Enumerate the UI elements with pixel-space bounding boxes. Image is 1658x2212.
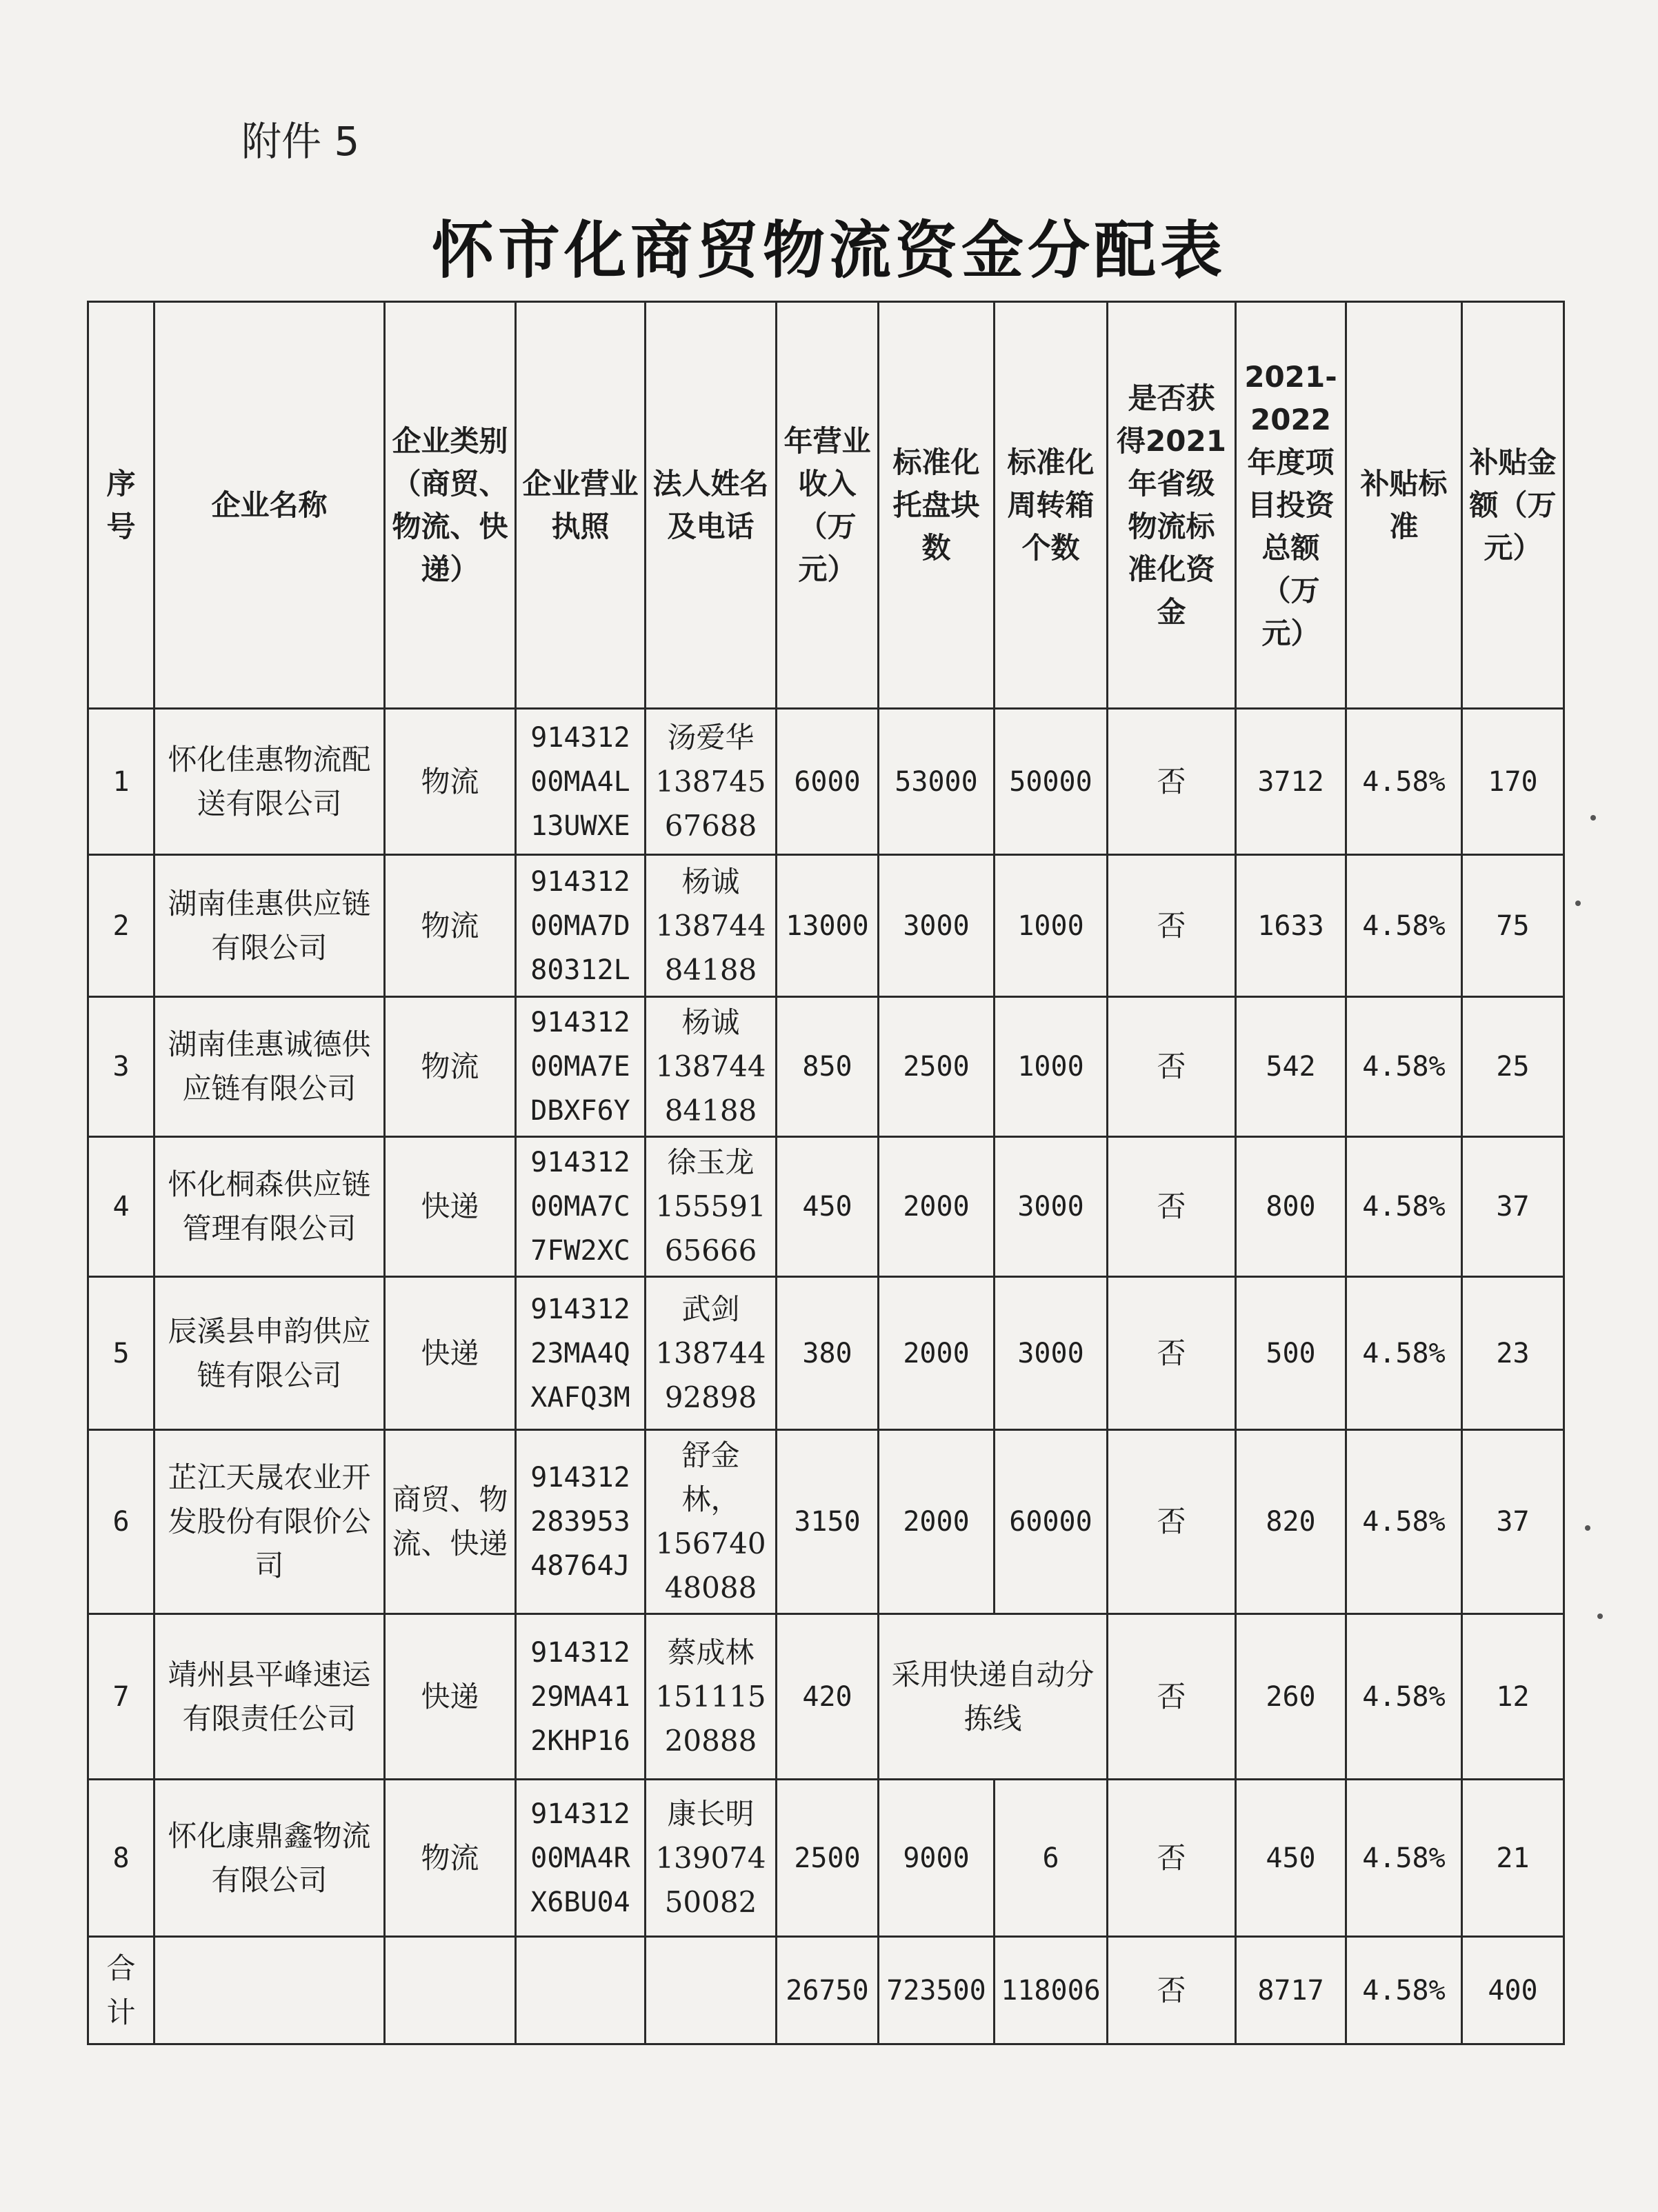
cell-total-amount: 400 xyxy=(1462,1937,1564,2044)
cell-category: 快递 xyxy=(385,1614,516,1780)
cell-name: 芷江天晟农业开发股份有限价公司 xyxy=(154,1430,385,1614)
cell-seq: 7 xyxy=(88,1614,154,1780)
cell-rate: 4.58% xyxy=(1346,1430,1462,1614)
cell-legal: 蔡成林 151115 20888 xyxy=(646,1614,777,1780)
header-license: 企业营业执照 xyxy=(516,302,646,709)
cell-category: 快递 xyxy=(385,1277,516,1430)
cell-total-provincial: 否 xyxy=(1108,1937,1236,2044)
header-investment: 2021-2022年度项目投资总额（万元） xyxy=(1236,302,1346,709)
cell-total-investment: 8717 xyxy=(1236,1937,1346,2044)
cell-provincial: 否 xyxy=(1108,1780,1236,1937)
cell-empty xyxy=(646,1937,777,2044)
cell-name: 怀化佳惠物流配送有限公司 xyxy=(154,709,385,855)
cell-legal: 汤爱华 138745 67688 xyxy=(646,709,777,855)
cell-investment: 820 xyxy=(1236,1430,1346,1614)
attachment-label: 附件 5 xyxy=(241,118,360,165)
scan-speck xyxy=(1585,1525,1590,1531)
cell-revenue: 6000 xyxy=(777,709,879,855)
table-row xyxy=(88,1430,1564,1614)
header-revenue: 年营业收入（万元） xyxy=(777,302,879,709)
cell-seq: 5 xyxy=(88,1277,154,1430)
header-category: 企业类别（商贸、物流、快递） xyxy=(385,302,516,709)
table-row xyxy=(88,1614,1564,1780)
total-row xyxy=(88,1937,1564,2044)
header-pallets: 标准化托盘块数 xyxy=(879,302,995,709)
cell-rate: 4.58% xyxy=(1346,997,1462,1137)
cell-total-revenue: 26750 xyxy=(777,1937,879,2044)
cell-legal: 康长明 139074 50082 xyxy=(646,1780,777,1937)
cell-investment: 1633 xyxy=(1236,855,1346,997)
header-name: 企业名称 xyxy=(154,302,385,709)
table-row xyxy=(88,997,1564,1137)
cell-legal: 杨诚 138744 84188 xyxy=(646,855,777,997)
cell-pallets: 2000 xyxy=(879,1430,995,1614)
cell-category: 物流 xyxy=(385,855,516,997)
cell-amount: 37 xyxy=(1462,1430,1564,1614)
cell-sorting-line-note: 采用快递自动分拣线 xyxy=(879,1614,1108,1780)
cell-rate: 4.58% xyxy=(1346,709,1462,855)
cell-pallets: 9000 xyxy=(879,1780,995,1937)
cell-pallets: 3000 xyxy=(879,855,995,997)
cell-seq: 4 xyxy=(88,1137,154,1277)
cell-category: 物流 xyxy=(385,709,516,855)
cell-license: 914312 00MA7D 80312L xyxy=(516,855,646,997)
cell-boxes: 6 xyxy=(995,1780,1108,1937)
cell-rate: 4.58% xyxy=(1346,1614,1462,1780)
cell-total-boxes: 118006 xyxy=(995,1937,1108,2044)
cell-provincial: 否 xyxy=(1108,1277,1236,1430)
cell-license: 914312 29MA41 2KHP16 xyxy=(516,1614,646,1780)
cell-pallets: 2500 xyxy=(879,997,995,1137)
cell-name: 湖南佳惠供应链有限公司 xyxy=(154,855,385,997)
table-row xyxy=(88,855,1564,997)
cell-investment: 542 xyxy=(1236,997,1346,1137)
cell-revenue: 850 xyxy=(777,997,879,1137)
table-row xyxy=(88,1137,1564,1277)
cell-revenue: 380 xyxy=(777,1277,879,1430)
cell-pallets: 53000 xyxy=(879,709,995,855)
cell-name: 辰溪县申韵供应链有限公司 xyxy=(154,1277,385,1430)
table-row xyxy=(88,1780,1564,1937)
header-amount: 补贴金额（万元） xyxy=(1462,302,1564,709)
cell-seq: 8 xyxy=(88,1780,154,1937)
header-seq: 序号 xyxy=(88,302,154,709)
cell-revenue: 450 xyxy=(777,1137,879,1277)
cell-total-pallets: 723500 xyxy=(879,1937,995,2044)
cell-revenue: 420 xyxy=(777,1614,879,1780)
cell-category: 快递 xyxy=(385,1137,516,1277)
cell-investment: 800 xyxy=(1236,1137,1346,1277)
cell-provincial: 否 xyxy=(1108,1614,1236,1780)
cell-name: 靖州县平峰速运有限责任公司 xyxy=(154,1614,385,1780)
cell-empty xyxy=(516,1937,646,2044)
cell-rate: 4.58% xyxy=(1346,1137,1462,1277)
cell-rate: 4.58% xyxy=(1346,1277,1462,1430)
cell-seq: 6 xyxy=(88,1430,154,1614)
cell-license: 914312 00MA4R X6BU04 xyxy=(516,1780,646,1937)
scan-speck xyxy=(1590,815,1596,821)
cell-name: 怀化康鼎鑫物流有限公司 xyxy=(154,1780,385,1937)
cell-amount: 25 xyxy=(1462,997,1564,1137)
page-title: 怀市化商贸物流资金分配表 xyxy=(432,214,1226,287)
cell-amount: 170 xyxy=(1462,709,1564,855)
cell-license: 914312 00MA7C 7FW2XC xyxy=(516,1137,646,1277)
cell-license: 914312 00MA7E DBXF6Y xyxy=(516,997,646,1137)
cell-boxes: 50000 xyxy=(995,709,1108,855)
cell-provincial: 否 xyxy=(1108,997,1236,1137)
cell-legal: 徐玉龙 155591 65666 xyxy=(646,1137,777,1277)
cell-legal: 武剑 138744 92898 xyxy=(646,1277,777,1430)
cell-empty xyxy=(154,1937,385,2044)
cell-category: 商贸、物流、快递 xyxy=(385,1430,516,1614)
cell-category: 物流 xyxy=(385,997,516,1137)
cell-name: 怀化桐森供应链管理有限公司 xyxy=(154,1137,385,1277)
cell-rate: 4.58% xyxy=(1346,855,1462,997)
cell-investment: 450 xyxy=(1236,1780,1346,1937)
cell-license: 914312 283953 48764J xyxy=(516,1430,646,1614)
cell-pallets: 2000 xyxy=(879,1277,995,1430)
cell-revenue: 2500 xyxy=(777,1780,879,1937)
table-row xyxy=(88,709,1564,855)
cell-revenue: 3150 xyxy=(777,1430,879,1614)
cell-legal: 杨诚 138744 84188 xyxy=(646,997,777,1137)
cell-boxes: 1000 xyxy=(995,997,1108,1137)
cell-boxes: 60000 xyxy=(995,1430,1108,1614)
cell-name: 湖南佳惠诚德供应链有限公司 xyxy=(154,997,385,1137)
cell-amount: 21 xyxy=(1462,1780,1564,1937)
cell-seq: 1 xyxy=(88,709,154,855)
cell-investment: 500 xyxy=(1236,1277,1346,1430)
cell-empty xyxy=(385,1937,516,2044)
cell-category: 物流 xyxy=(385,1780,516,1937)
header-legal: 法人姓名及电话 xyxy=(646,302,777,709)
header-rate: 补贴标准 xyxy=(1346,302,1462,709)
cell-revenue: 13000 xyxy=(777,855,879,997)
cell-boxes: 3000 xyxy=(995,1277,1108,1430)
cell-seq: 2 xyxy=(88,855,154,997)
cell-provincial: 否 xyxy=(1108,1430,1236,1614)
cell-total-rate: 4.58% xyxy=(1346,1937,1462,2044)
cell-total-label: 合计 xyxy=(88,1937,154,2044)
scan-speck xyxy=(1597,1613,1603,1619)
cell-amount: 37 xyxy=(1462,1137,1564,1277)
cell-rate: 4.58% xyxy=(1346,1780,1462,1937)
cell-provincial: 否 xyxy=(1108,855,1236,997)
cell-amount: 23 xyxy=(1462,1277,1564,1430)
header-row xyxy=(88,302,1564,709)
cell-provincial: 否 xyxy=(1108,709,1236,855)
header-boxes: 标准化周转箱个数 xyxy=(995,302,1108,709)
cell-boxes: 3000 xyxy=(995,1137,1108,1277)
cell-seq: 3 xyxy=(88,997,154,1137)
cell-amount: 75 xyxy=(1462,855,1564,997)
table-row xyxy=(88,1277,1564,1430)
cell-amount: 12 xyxy=(1462,1614,1564,1780)
scan-speck xyxy=(1575,901,1581,906)
allocation-table xyxy=(87,301,1565,2045)
cell-legal: 舒金 林， 156740 48088 xyxy=(646,1430,777,1614)
cell-license: 914312 23MA4Q XAFQ3M xyxy=(516,1277,646,1430)
cell-license: 914312 00MA4L 13UWXE xyxy=(516,709,646,855)
cell-boxes: 1000 xyxy=(995,855,1108,997)
cell-provincial: 否 xyxy=(1108,1137,1236,1277)
cell-investment: 3712 xyxy=(1236,709,1346,855)
cell-investment: 260 xyxy=(1236,1614,1346,1780)
header-provincial: 是否获得2021年省级物流标准化资金 xyxy=(1108,302,1236,709)
cell-pallets: 2000 xyxy=(879,1137,995,1277)
